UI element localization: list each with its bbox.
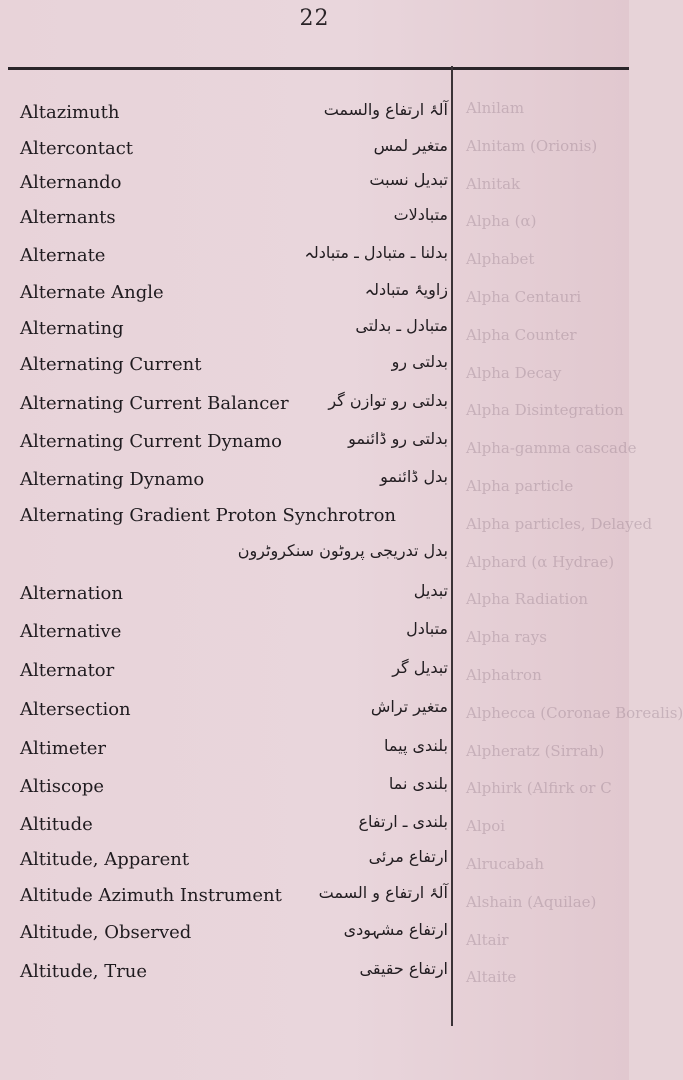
bleed-through-line: Alrucabah [466, 854, 545, 873]
english-term: Alternating Gradient Proton Synchrotron [20, 505, 397, 526]
glossary-entry [20, 100, 448, 130]
urdu-term: متبادل ـ بدلتی [355, 316, 448, 335]
glossary-entry [20, 847, 448, 877]
english-term: Altersection [20, 699, 131, 720]
english-term: Alternate Angle [20, 282, 164, 303]
english-term: Alternants [20, 207, 116, 228]
bleed-through-line: Alpha Radiation [466, 590, 589, 609]
urdu-term: بلندی ـ ارتفاع [358, 812, 448, 831]
bleed-through-line: Alpha-gamma cascade [466, 439, 637, 458]
english-term: Alternate [20, 245, 106, 266]
glossary-entry [20, 429, 448, 459]
bleed-through-line: Alnitam (Orionis) [466, 136, 598, 155]
column-divider-rule [451, 66, 453, 1026]
urdu-term: بدل ڈائنمو [380, 467, 448, 486]
glossary-entry [20, 581, 448, 611]
bleed-through-line: Alnitak [466, 174, 521, 193]
bleed-through-line: Altair [466, 930, 509, 949]
bleed-through-line: Alpheratz (Sirrah) [466, 741, 605, 760]
bleed-through-line: Alphatron [466, 665, 542, 684]
urdu-term: ارتفاع مرئی [368, 847, 448, 866]
bleed-through-line: Alpha particle [466, 476, 574, 495]
english-term: Altitude Azimuth Instrument [20, 885, 282, 906]
glossary-entry [20, 883, 448, 913]
english-term: Altitude, True [20, 961, 148, 982]
glossary-entry [20, 170, 448, 200]
page-number: 22 [299, 6, 330, 31]
urdu-term: آلۂ ارتفاع والسمت [323, 100, 448, 119]
urdu-term: ارتفاع مشہودی [343, 920, 448, 939]
glossary-entry-continuation [20, 541, 448, 571]
english-term: Alternating [20, 318, 124, 339]
bleed-through-line: Alpha particles, Delayed [466, 514, 653, 533]
english-term: Altitude, Observed [20, 922, 192, 943]
bleed-through-line: Alpha Counter [466, 325, 577, 344]
glossary-entry [20, 736, 448, 766]
english-term: Altazimuth [20, 102, 120, 123]
urdu-term: بدلتی رو ڈائنمو [348, 429, 448, 448]
glossary-entry [20, 959, 448, 989]
glossary-entry [20, 619, 448, 649]
english-term: Alternating Current Balancer [20, 393, 289, 414]
english-term: Alternating Dynamo [20, 469, 205, 490]
glossary-entry [20, 352, 448, 382]
glossary-entry [20, 658, 448, 688]
glossary-entry [20, 467, 448, 497]
urdu-term: تبدیل نسبت [369, 170, 448, 189]
english-term: Alternando [20, 172, 122, 193]
glossary-entry [20, 280, 448, 310]
english-term: Alternator [20, 660, 115, 681]
urdu-term: بدل تدریجی پروٹون سنکروٹرون [237, 541, 448, 560]
glossary-entry [20, 136, 448, 166]
glossary-entry [20, 697, 448, 727]
glossary-entry [20, 391, 448, 421]
glossary-entry [20, 316, 448, 346]
urdu-term: آلۂ ارتفاع و السمت [318, 883, 448, 902]
glossary-entry [20, 503, 448, 533]
urdu-term: ارتفاع حقیقی [359, 959, 448, 978]
urdu-term: تبدیل [413, 581, 448, 600]
urdu-term: بلندی پیما [384, 736, 448, 755]
urdu-term: متغیر تراش [370, 697, 448, 716]
english-term: Altimeter [20, 738, 106, 759]
english-term: Alternating Current Dynamo [20, 431, 283, 452]
bleed-through-text [466, 90, 683, 997]
urdu-term: بدلنا ـ متبادل ـ متبادلہ [304, 243, 448, 262]
bleed-through-line: Alpha (α) [466, 212, 537, 231]
urdu-term: متغیر لمس [373, 136, 448, 155]
urdu-term: بدلتی رو توازن گر [328, 391, 448, 410]
glossary-entry [20, 774, 448, 804]
bleed-through-line: Alphirk (Alfirk or C [466, 779, 612, 798]
glossary-entry [20, 920, 448, 950]
bleed-through-line: Alphabet [466, 250, 535, 269]
glossary-entry [20, 812, 448, 842]
glossary-entry [20, 243, 448, 273]
english-term: Altitude, Apparent [20, 849, 190, 870]
bleed-through-line: Alpha Decay [466, 363, 562, 382]
english-term: Alternating Current [20, 354, 202, 375]
glossary-entry [20, 205, 448, 235]
english-term: Alternative [20, 621, 122, 642]
bleed-through-line: Alpoi [466, 817, 506, 836]
bleed-through-line: Alpha Centauri [466, 287, 582, 306]
urdu-term: بلندی نما [388, 774, 448, 793]
bleed-through-line: Alshain (Aquilae) [466, 892, 597, 911]
bleed-through-line: Altaite [466, 968, 517, 987]
urdu-term: زاویۂ متبادلہ [364, 280, 448, 299]
bleed-through-line: Alpha Disintegration [466, 401, 624, 420]
urdu-term: بدلتی رو [391, 352, 448, 371]
bleed-through-line: Alphard (α Hydrae) [466, 552, 615, 571]
bleed-through-line: Alphecca (Coronae Borealis) [466, 703, 683, 722]
urdu-term: متبادل [406, 619, 448, 638]
bleed-through-line: Alnilam [466, 99, 525, 117]
english-term: Altiscope [20, 776, 105, 797]
english-term: Altercontact [20, 138, 134, 159]
urdu-term: تبدیل گر [392, 658, 448, 677]
bleed-through-line: Alpha rays [466, 628, 547, 647]
english-term: Altitude [20, 814, 93, 835]
english-term: Alternation [20, 583, 123, 604]
urdu-term: متبادلات [393, 205, 448, 224]
